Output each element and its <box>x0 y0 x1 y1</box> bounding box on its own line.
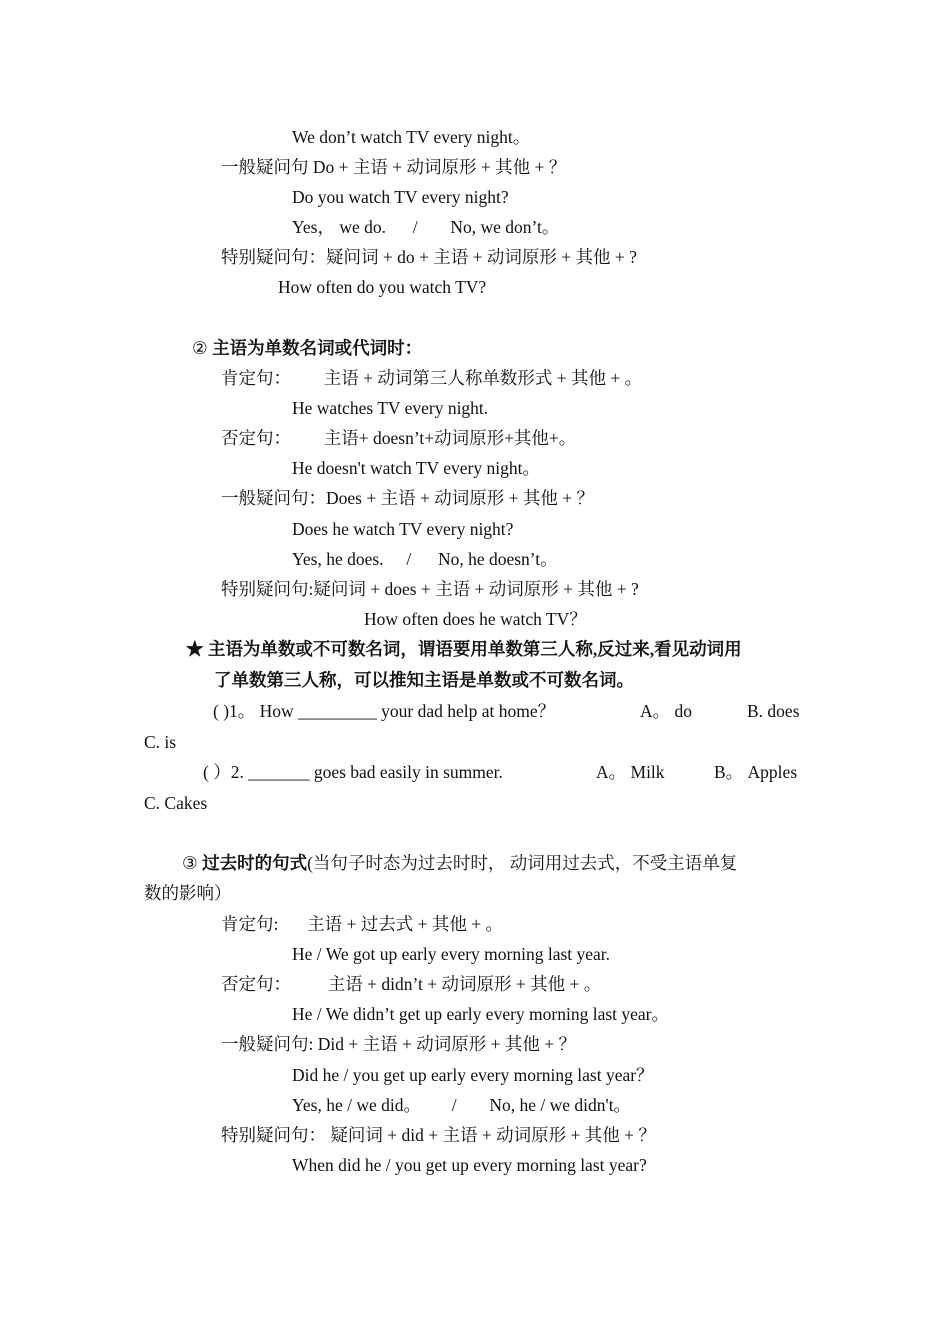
aff-example-3: He / We got up early every morning last year. <box>292 944 611 964</box>
slash-1: / <box>412 217 418 237</box>
wh-rule-1: 特别疑问句：疑问词 + do + 主语 + 动词原形 + 其他 + ? <box>221 247 637 267</box>
section-3-heading <box>182 851 737 875</box>
yn-answers-1 <box>292 215 559 239</box>
slash-2: / <box>406 549 412 569</box>
yn-answer-yes-2: Yes, he does. <box>292 549 384 569</box>
neg-rule-3: 主语 + didn’t + 动词原形 + 其他 + 。 <box>327 974 602 994</box>
note-line-2: 了单数第三人称，可以推知主语是单数或不可数名词。 <box>214 670 634 690</box>
aff-rule-2-line <box>221 366 642 390</box>
question-2-text: ( ）2. _______ goes bad easily in summer. <box>203 762 503 782</box>
section-3-title: 过去时的句式 <box>202 853 308 873</box>
yn-example-2: Does he watch TV every night? <box>292 519 514 539</box>
aff-rule-3: 主语 + 过去式 + 其他 + 。 <box>307 914 503 934</box>
yn-rule-3: 一般疑问句: Did + 主语 + 动词原形 + 其他 + ？ <box>221 1034 576 1054</box>
aff-rule-2: 主语 + 动词第三人称单数形式 + 其他 + 。 <box>323 368 643 388</box>
yn-answer-no-2: No, he doesn’t。 <box>437 549 558 569</box>
question-1-option-c: C. is <box>144 732 177 752</box>
aff-example-2: He watches TV every night. <box>292 398 489 418</box>
section-2-number: ② <box>192 338 208 358</box>
yn-answers-2 <box>292 547 558 571</box>
note-line-1 <box>186 637 742 661</box>
aff-label-2: 肯定句： <box>221 368 291 388</box>
neg-rule-3-line <box>221 972 601 996</box>
section-3-number: ③ <box>182 853 198 873</box>
aff-rule-3-line <box>221 912 503 936</box>
yn-rule-2: 一般疑问句：Does + 主语 + 动词原形 + 其他 + ？ <box>221 488 594 508</box>
aff-label-3: 肯定句: <box>221 914 279 934</box>
yn-answers-3 <box>292 1093 631 1117</box>
section-3-note: (当句子时态为过去时时， 动词用过去式，不受主语单复 <box>307 853 738 873</box>
star-icon: ★ <box>186 639 204 659</box>
yn-answer-no-3: No, he / we didn't。 <box>489 1095 632 1115</box>
section-2-heading <box>192 336 422 360</box>
yn-example-3: Did he / you get up early every morning last year？ <box>292 1065 654 1085</box>
neg-label-2: 否定句： <box>221 428 291 448</box>
question-1-text: ( )1。 How _________ your dad help at home？ <box>213 701 556 721</box>
neg-example-2: He doesn't watch TV every night。 <box>292 458 540 478</box>
wh-rule-2: 特别疑问句:疑问词 + does + 主语 + 动词原形 + 其他 + ? <box>221 579 639 599</box>
neg-rule-2: 主语+ doesn’t+动词原形+其他+。 <box>323 428 577 448</box>
slash-3: / <box>451 1095 457 1115</box>
yn-example-1: Do you watch TV every night? <box>292 187 509 207</box>
yn-answer-yes-1: Yes， we do. <box>292 217 386 237</box>
wh-example-2: How often does he watch TV？ <box>364 609 587 629</box>
note-text-1: 主语为单数或不可数名词，谓语要用单数第三人称,反过来,看见动词用 <box>207 639 742 659</box>
yn-answer-yes-3: Yes, he / we did。 <box>292 1095 421 1115</box>
question-2-option-a: A。 Milk <box>596 762 665 782</box>
neg-example-1: We don’t watch TV every night。 <box>292 127 531 147</box>
section-3-note-cont: 数的影响） <box>144 883 232 903</box>
section-2-title: 主语为单数名词或代词时： <box>212 338 423 358</box>
neg-example-3: He / We didn’t get up early every morning last year。 <box>292 1004 670 1024</box>
question-1-option-a: A。 do <box>640 701 693 721</box>
question-2-option-c: C. Cakes <box>144 793 208 813</box>
yn-rule-1: 一般疑问句 Do + 主语 + 动词原形 + 其他 + ？ <box>221 157 567 177</box>
neg-rule-2-line <box>221 426 576 450</box>
wh-example-3: When did he / you get up every morning last year? <box>292 1155 647 1175</box>
yn-answer-no-1: No, we don’t。 <box>450 217 560 237</box>
neg-label-3: 否定句： <box>221 974 291 994</box>
question-1-option-b: B. does <box>747 701 800 721</box>
wh-example-1: How often do you watch TV? <box>278 277 487 297</box>
wh-rule-3: 特别疑问句： 疑问词 + did + 主语 + 动词原形 + 其他 + ？ <box>221 1125 656 1145</box>
question-2-option-b: B。 Apples <box>714 762 798 782</box>
